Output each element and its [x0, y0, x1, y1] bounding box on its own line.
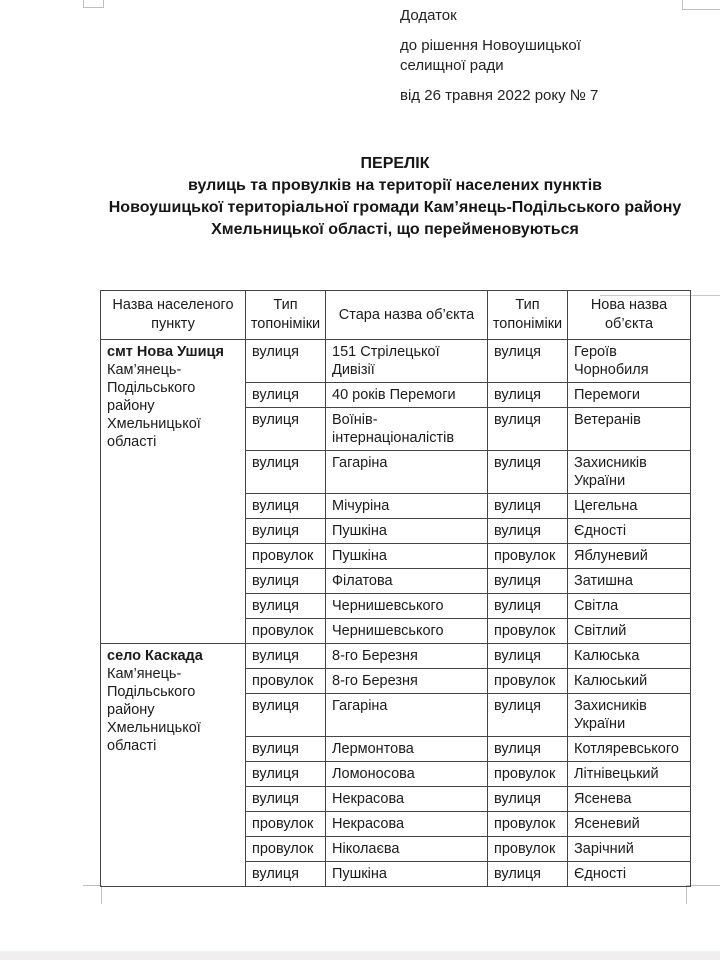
title-line-3: Новоушицької територіальної громади Кам’янець-Подільського району [108, 199, 682, 216]
old-type-cell: вулиця [246, 644, 326, 669]
header-old-name: Стара назва об’єкта [326, 291, 488, 340]
old-type-cell: провулок [246, 812, 326, 837]
old-type-cell: вулиця [246, 451, 326, 494]
settlement-cell [101, 340, 246, 644]
new-name-cell: Калюська [568, 644, 691, 669]
title-line-1: ПЕРЕЛІК [360, 155, 430, 172]
old-type-cell: вулиця [246, 569, 326, 594]
new-type-cell: вулиця [488, 519, 568, 544]
settlement-cell [101, 644, 246, 887]
new-type-cell: вулиця [488, 340, 568, 383]
document-title [100, 153, 690, 241]
old-name-cell: Мічуріна [326, 494, 488, 519]
old-name-cell: Гагаріна [326, 451, 488, 494]
document-reference-block [400, 6, 638, 116]
new-name-cell: Світла [568, 594, 691, 619]
settlement-region: Кам’янець-Подільського району Хмельницької області [107, 362, 201, 450]
new-name-cell: Єдності [568, 862, 691, 887]
old-type-cell: вулиця [246, 340, 326, 383]
settlement-region: Кам’янець-Подільського району Хмельницької області [107, 666, 201, 754]
scan-corner-mark-bottom-left [83, 885, 102, 904]
new-name-cell: Ясенева [568, 787, 691, 812]
old-name-cell: Гагаріна [326, 694, 488, 737]
header-new-type: Тип топоніміки [488, 291, 568, 340]
old-type-cell: вулиця [246, 494, 326, 519]
new-name-cell: Калюський [568, 669, 691, 694]
old-name-cell: Лермонтова [326, 737, 488, 762]
old-type-cell: вулиця [246, 737, 326, 762]
old-name-cell: Чернишевського [326, 594, 488, 619]
old-name-cell: Пушкіна [326, 544, 488, 569]
new-type-cell: провулок [488, 812, 568, 837]
old-type-cell: вулиця [246, 862, 326, 887]
new-type-cell: вулиця [488, 594, 568, 619]
new-type-cell: провулок [488, 544, 568, 569]
new-type-cell: вулиця [488, 494, 568, 519]
new-type-cell: провулок [488, 669, 568, 694]
new-type-cell: вулиця [488, 694, 568, 737]
table-body [101, 340, 691, 887]
old-name-cell: 8-го Березня [326, 669, 488, 694]
table-row [101, 644, 691, 669]
old-type-cell: провулок [246, 669, 326, 694]
old-type-cell: вулиця [246, 694, 326, 737]
old-name-cell: Пушкіна [326, 862, 488, 887]
rename-table [100, 290, 691, 887]
new-name-cell: Затишна [568, 569, 691, 594]
new-name-cell: Перемоги [568, 383, 691, 408]
new-type-cell: вулиця [488, 408, 568, 451]
old-name-cell: Ломоносова [326, 762, 488, 787]
scan-corner-mark-bottom-right [686, 885, 720, 904]
old-name-cell: Воїнів-інтернаціоналістів [326, 408, 488, 451]
old-name-cell: 151 Стрілецької Дивізії [326, 340, 488, 383]
doc-ref-appendix: Додаток [400, 7, 457, 24]
new-type-cell: провулок [488, 837, 568, 862]
new-type-cell: вулиця [488, 862, 568, 887]
new-type-cell: вулиця [488, 451, 568, 494]
old-type-cell: вулиця [246, 594, 326, 619]
title-line-2: вулиць та провулків на території населених пунктів [188, 177, 602, 194]
old-type-cell: вулиця [246, 408, 326, 451]
new-type-cell: вулиця [488, 383, 568, 408]
new-name-cell: Героїв Чорнобиля [568, 340, 691, 383]
old-name-cell: Ніколаєва [326, 837, 488, 862]
new-name-cell: Цегельна [568, 494, 691, 519]
rename-table-wrapper [100, 290, 690, 887]
old-type-cell: вулиця [246, 787, 326, 812]
old-type-cell: провулок [246, 837, 326, 862]
new-name-cell: Ясеневий [568, 812, 691, 837]
old-name-cell: Некрасова [326, 787, 488, 812]
old-type-cell: провулок [246, 619, 326, 644]
old-name-cell: Філатова [326, 569, 488, 594]
new-name-cell: Літнівецький [568, 762, 691, 787]
settlement-name: смт Нова Ушиця [107, 344, 224, 360]
table-header-row [101, 291, 691, 340]
table-row [101, 340, 691, 383]
page-bottom-edge [0, 951, 720, 960]
old-name-cell: Чернишевського [326, 619, 488, 644]
old-type-cell: вулиця [246, 519, 326, 544]
new-type-cell: провулок [488, 619, 568, 644]
old-type-cell: вулиця [246, 383, 326, 408]
new-name-cell: Єдності [568, 519, 691, 544]
new-type-cell: вулиця [488, 644, 568, 669]
new-name-cell: Зарічний [568, 837, 691, 862]
old-name-cell: 40 років Перемоги [326, 383, 488, 408]
new-name-cell: Яблуневий [568, 544, 691, 569]
old-name-cell: Некрасова [326, 812, 488, 837]
new-name-cell: Захисників України [568, 451, 691, 494]
new-type-cell: провулок [488, 762, 568, 787]
new-type-cell: вулиця [488, 737, 568, 762]
title-line-4: Хмельницької області, що перейменовуються [211, 221, 579, 238]
new-type-cell: вулиця [488, 787, 568, 812]
settlement-name: село Каскада [107, 648, 203, 664]
old-name-cell: Пушкіна [326, 519, 488, 544]
new-name-cell: Ветеранів [568, 408, 691, 451]
header-settlement: Назва населеного пункту [101, 291, 246, 340]
header-old-type: Тип топоніміки [246, 291, 326, 340]
new-type-cell: вулиця [488, 569, 568, 594]
old-type-cell: вулиця [246, 762, 326, 787]
scan-corner-mark-top-right [682, 0, 720, 10]
doc-ref-date-number: від 26 травня 2022 року № 7 [400, 87, 599, 104]
new-name-cell: Захисників України [568, 694, 691, 737]
new-name-cell: Котляревського [568, 737, 691, 762]
scan-corner-mark-top-left [83, 0, 104, 8]
old-name-cell: 8-го Березня [326, 644, 488, 669]
header-new-name: Нова назва об’єкта [568, 291, 691, 340]
old-type-cell: провулок [246, 544, 326, 569]
doc-ref-decision: до рішення Новоушицької селищної ради [400, 37, 581, 74]
new-name-cell: Світлий [568, 619, 691, 644]
